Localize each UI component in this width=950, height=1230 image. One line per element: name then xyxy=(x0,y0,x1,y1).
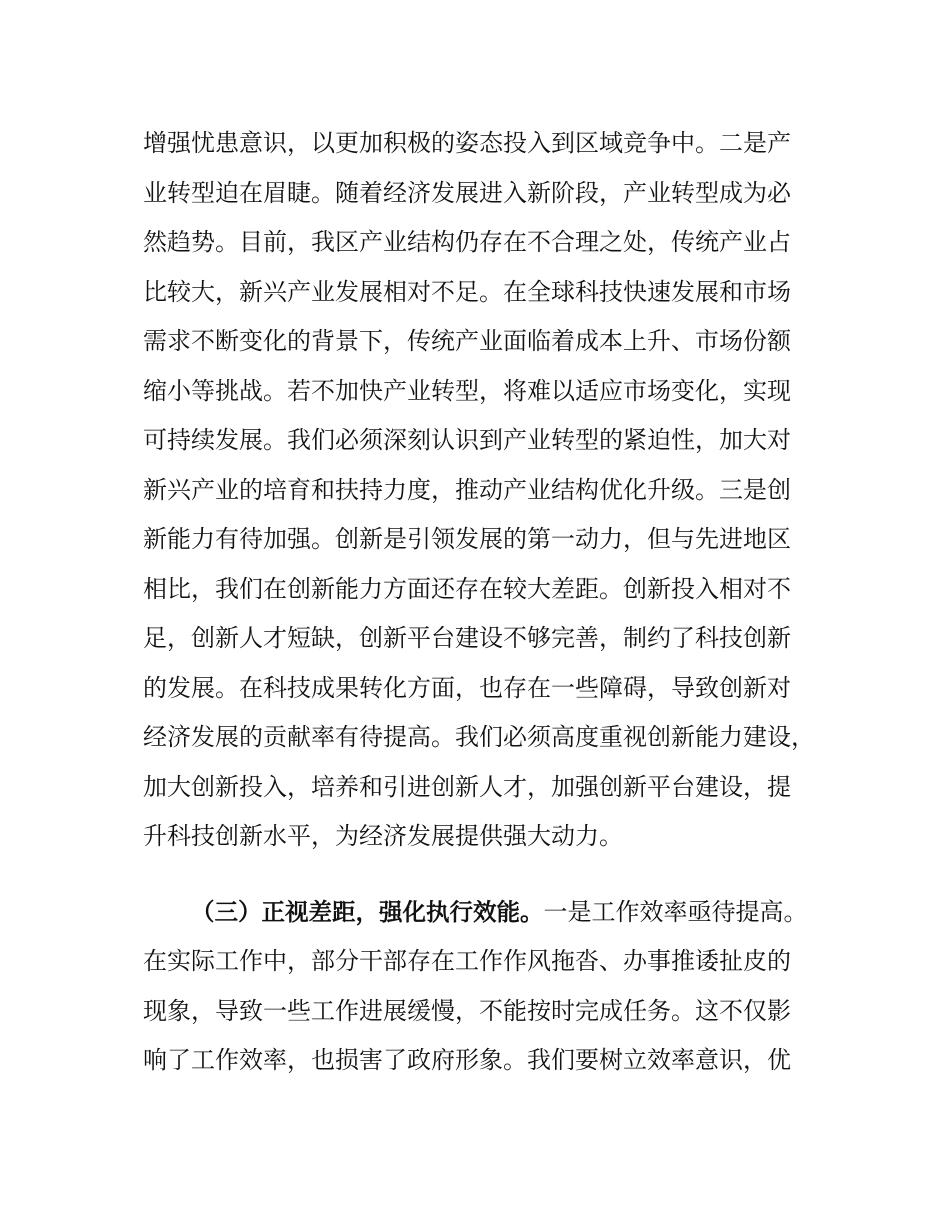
text-line-first xyxy=(143,888,843,938)
text-line: 的发展。在科技成果转化方面，也存在一些障碍，导致创新对 xyxy=(143,673,791,702)
text-line: 相比，我们在创新能力方面还存在较大差距。创新投入相对不 xyxy=(143,574,791,603)
text-line: 业转型迫在眉睫。随着经济发展进入新阶段，产业转型成为必 xyxy=(143,178,791,207)
text-line: 比较大，新兴产业发展相对不足。在全球科技快速发展和市场 xyxy=(143,277,791,306)
text-line: 升科技创新水平，为经济发展提供强大动力。 xyxy=(143,822,623,850)
text-line: 然趋势。目前，我区产业结构仍存在不合理之处，传统产业占 xyxy=(143,228,791,256)
text-line: 现象，导致一些工作进展缓慢，不能按时完成任务。这不仅影 xyxy=(143,996,791,1025)
text-line: 经济发展的贡献率有待提高。我们必须高度重视创新能力建设， xyxy=(143,723,815,751)
document-body xyxy=(143,119,843,1086)
text-line: 足，创新人才短缺，创新平台建设不够完善，制约了科技创新 xyxy=(143,624,791,652)
text-line: 新兴产业的培育和扶持力度，推动产业结构优化升级。三是创 xyxy=(143,475,791,504)
text-line: 加大创新投入，培养和引进创新人才，加强创新平台建设，提 xyxy=(143,772,791,801)
text-line: 新能力有待加强。创新是引领发展的第一动力，但与先进地区 xyxy=(143,525,791,553)
paragraph-2 xyxy=(143,888,843,1086)
section-heading: （三）正视差距，强化执行效能。 xyxy=(191,897,544,926)
text-line: 需求不断变化的背景下，传统产业面临着成本上升、市场份额 xyxy=(143,327,791,355)
text-line: 可持续发展。我们必须深刻认识到产业转型的紧迫性，加大对 xyxy=(143,426,791,454)
paragraph-1 xyxy=(143,119,843,862)
text-line: 缩小等挑战。若不加快产业转型，将难以适应市场变化，实现 xyxy=(143,376,791,405)
paragraph-spacer xyxy=(143,862,843,888)
text-line: 增强忧患意识，以更加积极的姿态投入到区域竞争中。二是产 xyxy=(143,129,791,157)
text-line: 响了工作效率，也损害了政府形象。我们要树立效率意识，优 xyxy=(143,1046,791,1074)
text-run: 一是工作效率亟待提高。 xyxy=(543,897,808,926)
text-line: 在实际工作中，部分干部存在工作作风拖沓、办事推诿扯皮的 xyxy=(143,947,791,975)
